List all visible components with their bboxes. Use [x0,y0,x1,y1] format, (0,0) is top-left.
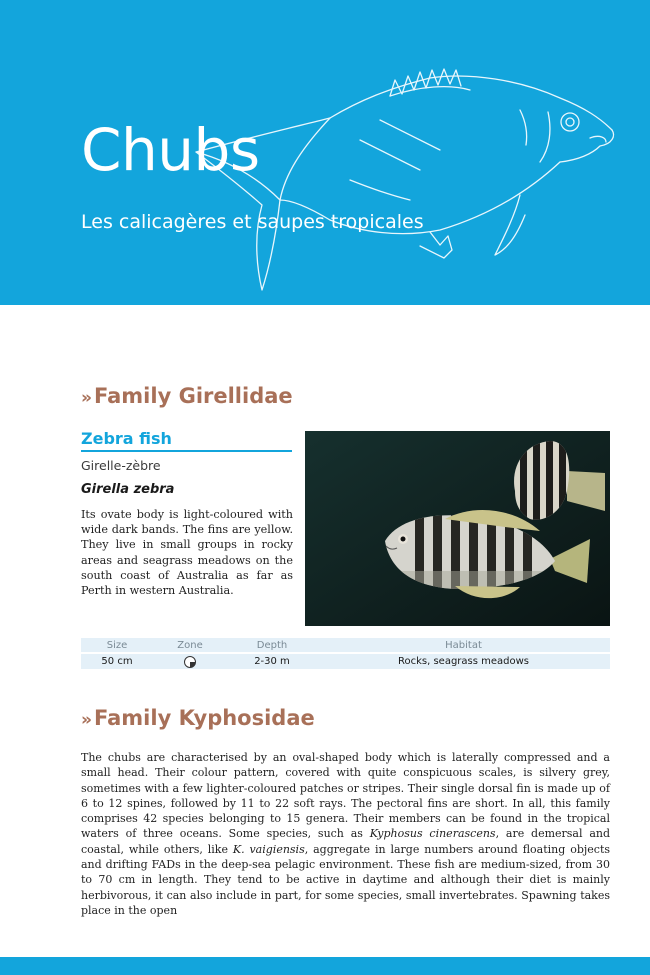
depth-zone-icon [183,655,197,669]
body-text-part: , are demersal and coastal, while others, like [81,827,611,856]
family-heading-girellidae [81,382,293,412]
body-text-species: Kyphosus cinerascens [369,827,496,841]
table-header-habitat: Habitat [317,638,610,652]
family-heading-text: Family Kyphosidae [94,706,315,730]
page-title: Chubs [81,116,260,184]
table-header-depth: Depth [227,638,317,652]
body-text-part: , aggregate in large numbers around floating objects and drifting FADs in the deep-sea pelagic environment. These fish are medium-sized, from 30 to 70 cm in length. They tend to be active in daytime and although their diet is mainly herbivorous, it can also include in part, for some species, small invertebrates. Spawning takes place in the open [81,842,611,917]
table-header-size: Size [81,638,153,652]
double-chevron-icon: ›› [81,388,90,408]
species-divider [81,450,292,452]
page-subtitle: Les calicagères et saupes tropicales [81,211,424,233]
species-scientific-name: Girella zebra [81,482,175,497]
family-heading-kyphosidae [81,704,315,734]
banner [0,0,650,305]
species-info-table [81,636,610,671]
footer-bar [0,957,650,975]
table-header-zone: Zone [153,638,227,652]
double-chevron-icon: ›› [81,710,90,730]
habitat-value: Rocks, seagrass meadows [317,654,610,669]
body-text-species: K. vaigiensis [232,842,305,856]
species-french-name: Girelle-zèbre [81,458,161,473]
family-heading-text: Family Girellidae [94,384,293,408]
family-description [81,750,610,918]
depth-value: 2-30 m [227,654,317,669]
size-value: 50 cm [81,654,153,669]
zone-cell [153,654,227,669]
table-row [81,654,610,669]
species-description: Its ovate body is light-coloured with wide dark bands. The fins are yellow. They live in small groups in rocky areas and seagrass meadows on the south coast of Australia as far as Perth in western Australia. [81,508,293,598]
species-name: Zebra fish [81,429,172,448]
body-text-part: The chubs are characterised by an oval-shaped body which is laterally compressed and a small head. Their colour pattern, covered with quite conspicuous scales, is silvery grey, sometimes with a few lighter-coloured patches or stripes. Their single dorsal fin is made up of 6 to 12 spines, followed by 11 to 22 soft rays. The pectoral fins are short. In all, this family comprises 42 species belonging to 15 genera. Their members can be found in the tropical waters of three oceans. Some species, such as [81,751,610,841]
zebra-fish-photo [305,431,610,626]
